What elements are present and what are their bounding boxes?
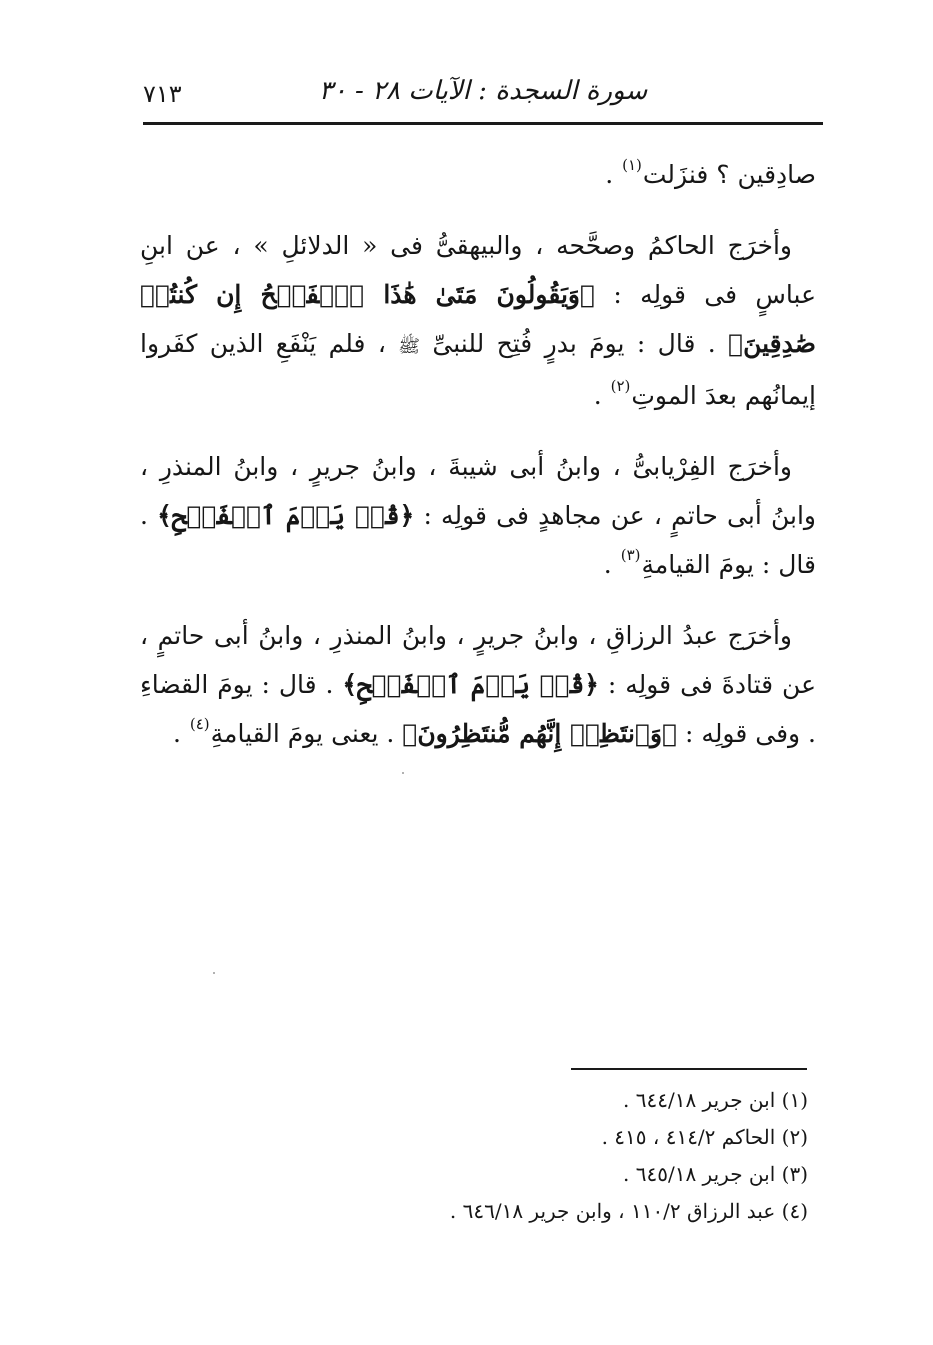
text-run: وأخرَج الحاكمُ وصحَّحه ، والبيهقىُّ فى « الدلائلِ » ، عن ابنِ عباسٍ فى قولِه :	[140, 231, 817, 309]
footnote-marker: (٢)	[610, 377, 631, 395]
quran-verse: ﴿قُلۡ يَوۡمَ ٱلۡفَتۡحِ﴾	[342, 670, 599, 699]
quran-verse: ﴿وَٱنتَظِرۡ إِنَّهُم مُّنتَظِرُونَ﴾	[402, 719, 678, 748]
footnote: (١) ابن جرير ٦٤٤/١٨ .	[623, 1088, 808, 1112]
text-run: .	[605, 160, 622, 189]
paragraph	[140, 221, 816, 420]
text-run: .	[172, 719, 189, 748]
running-title: سورة السجدة : الآيات ٢٨ - ٣٠	[318, 76, 648, 106]
paragraph	[140, 442, 816, 589]
text-run: .	[603, 550, 620, 579]
text-run: . قال : يومَ بدرٍ فُتِح للنبىِّ	[420, 329, 729, 358]
footnote-marker: (٣)	[620, 546, 641, 564]
text-run: . قال : يومَ القضاءِ . وفى قولِه :	[140, 670, 816, 748]
paragraph	[140, 150, 816, 199]
scan-speck	[213, 972, 215, 974]
footnotes	[300, 1082, 808, 1230]
text-run: . قال : يومَ القيامةِ	[140, 501, 816, 579]
text-run: .	[593, 381, 610, 410]
footnote: (٣) ابن جرير ٦٤٥/١٨ .	[623, 1162, 808, 1186]
text-run: . يعنى يومَ القيامةِ	[210, 719, 403, 748]
footnote: (٢) الحاكم ٤١٤/٢ ، ٤١٥ .	[601, 1125, 808, 1149]
header-rule	[143, 122, 823, 125]
footnote-marker: (٤)	[189, 715, 210, 733]
page-number: ٧١٣	[143, 80, 182, 108]
scan-speck	[402, 772, 404, 774]
text-run: ، فلم يَنْفَعِ الذين كفَروا إيمانُهم بعدَ الموتِ	[140, 329, 816, 410]
footnote-marker: (١)	[622, 156, 642, 174]
quran-verse: ﴿قُلۡ يَوۡمَ ٱلۡفَتۡحِ﴾	[157, 501, 415, 530]
quran-verse: ﴿وَيَقُولُونَ مَتَىٰ هَٰذَا ٱلۡفَتۡحُ إِن كُنتُمۡ صَٰدِقِينَ﴾	[140, 280, 816, 358]
page-header	[143, 72, 823, 122]
footnote: (٤) عبد الرزاق ١١٠/٢ ، وابن جرير ٦٤٦/١٨ .	[449, 1199, 808, 1223]
footnote-rule	[571, 1068, 807, 1070]
text-run: وأخرَج عبدُ الرزاقِ ، وابنُ جريرٍ ، وابنُ المنذرِ ، وابنُ أبى حاتمٍ ، عن قتادةَ فى قولِه :	[140, 621, 817, 699]
salawat-symbol: ﷺ	[398, 336, 421, 357]
paragraph	[140, 611, 816, 758]
text-run: وأخرَج الفِرْيابىُّ ، وابنُ أبى شيبةَ ، وابنُ جريرٍ ، وابنُ المنذرِ ، وابنُ أبى حاتمٍ ، عن مجاهدٍ فى قولِه :	[140, 452, 816, 530]
main-text	[140, 150, 816, 758]
text-run: صادِقين ؟ فنزَلت	[642, 160, 816, 189]
